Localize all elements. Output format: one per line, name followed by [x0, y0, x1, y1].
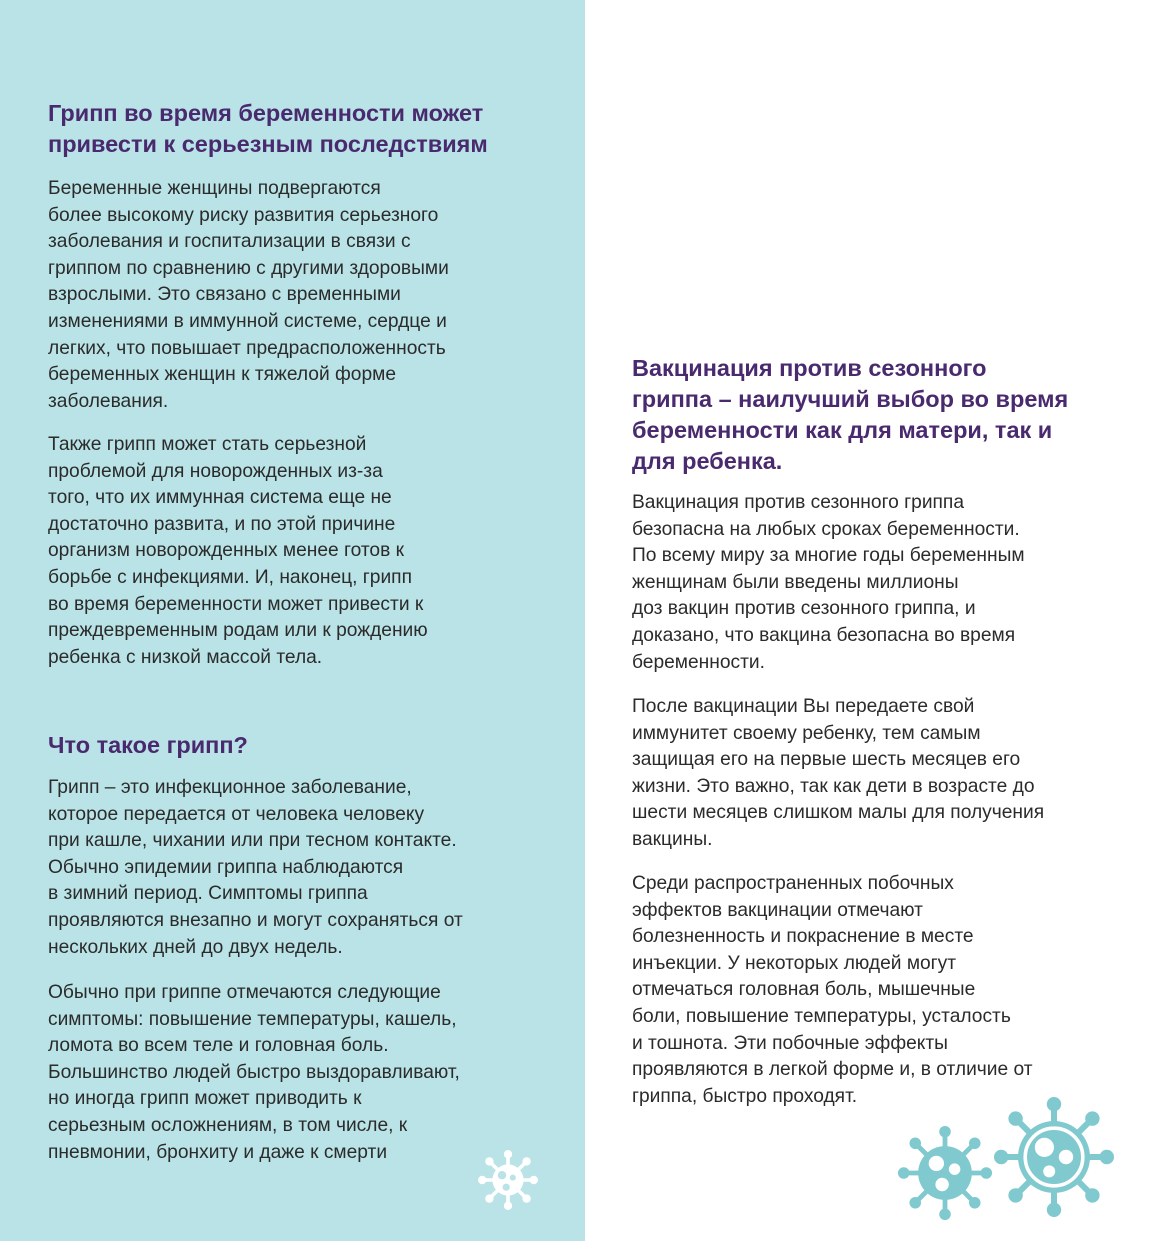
heading-flu-pregnancy-risks: Грипп во время беременности может привести к серьезным последствиям — [48, 100, 488, 157]
heading-vaccination-best-choice: Вакцинация против сезонного гриппа – наилучший выбор во время беременности как для матери, так и для ребенка. — [632, 355, 1069, 474]
paragraph-pregnant-risk: Беременные женщины подвергаются более высокому риску развития серьезного заболевания и госпитализации в связи с гриппом по сравнению с другими здоровыми взрослыми. Это связано с временными изменениями в иммунной системе, сердце и легких, что повышает предрасположенность беремeнных женщин к тяжелой форме заболевания. — [48, 178, 449, 412]
paragraph-side-effects: Среди распространенных побочных эффектов вакцинации отмечают болезненность и покраснение в месте инъекции. У некоторых людей могут отмечаться головная боль, мышечные боли, повышение температуры, усталость и тошнота. Эти побочные эффекты проявляются в легкой форме и, в отличие от гриппа, быстро проходят. — [632, 873, 1033, 1107]
right-column — [585, 0, 1170, 1241]
virus-icon — [897, 1125, 993, 1221]
paragraph-newborn-risk: Также грипп может стать серьезной проблемой для новорожденных из-за того, что их иммунная система еще не достаточно развита, и по этой причине организм новорожденных менее готов к борьбе с инфекциями. И, наконец, грипп во время беременности может привести к преждевременным родам или к рождению ребенка с низкой массой тела. — [48, 434, 428, 668]
heading-what-is-flu: Что такое грипп? — [48, 732, 248, 758]
paragraph-vaccine-safety: Вакцинация против сезонного гриппа безопасна на любых сроках беременности. По всему миру за многие годы беременным женщинам были введены миллионы доз вакцин против сезонного гриппа, и доказано, что вакцина безопасна во время беременности. — [632, 492, 1025, 673]
virus-icon — [478, 1150, 538, 1210]
paragraph-immunity-transfer: После вакцинации Вы передаете свой иммунитет своему ребенку, тем самым защищая его на первые шесть месяцев его жизни. Это важно, так как дети в возрасте до шести месяцев слишком малы для получения вакцины. — [632, 696, 1045, 850]
virus-icon — [994, 1097, 1114, 1217]
paragraph-symptoms: Обычно при гриппе отмечаются следующие симптомы: повышение температуры, кашель, ломота во всем теле и головная боль. Большинство людей быстро выздоравливают, но иногда грипп может приводить к серьезным осложнениям, в том числе, к пневмонии, бронхиту и даже к смерти — [48, 982, 460, 1163]
paragraph-what-is-flu: Грипп – это инфекционное заболевание, которое передается от человека человеку при кашле, чихании или при тесном контакте. Обычно эпидемии гриппа наблюдаются в зимний период. Симптомы гриппа проявляются внезапно и могут сохраняться от нескольких дней до двух недель. — [48, 777, 463, 958]
